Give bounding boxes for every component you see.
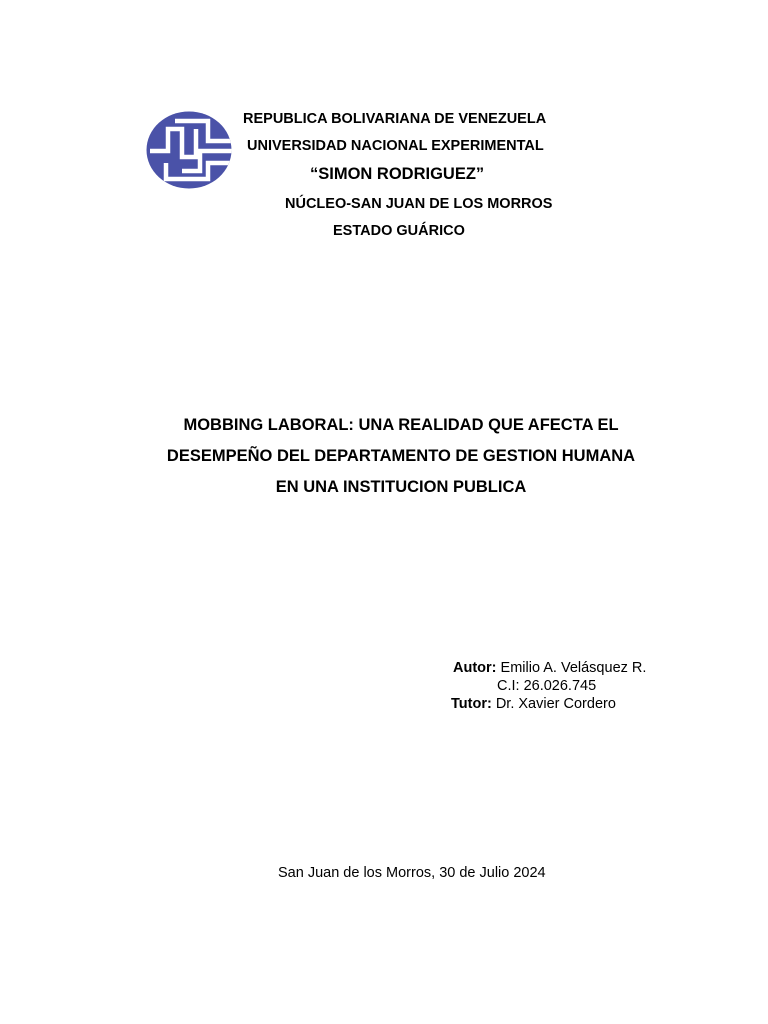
author-line <box>453 660 646 676</box>
title-line-2: DESEMPEÑO DEL DEPARTAMENTO DE GESTION HUMANA <box>166 447 636 465</box>
tutor-name: Dr. Xavier Cordero <box>491 696 616 712</box>
header-university: UNIVERSIDAD NACIONAL EXPERIMENTAL <box>247 138 544 154</box>
author-name: Emilio A. Velásquez R. <box>496 660 647 676</box>
title-line-3: EN UNA INSTITUCION PUBLICA <box>275 478 527 496</box>
header-campus: NÚCLEO-SAN JUAN DE LOS MORROS <box>285 196 553 212</box>
tutor-label: Tutor: <box>451 696 492 712</box>
title-line-1: MOBBING LABORAL: UNA REALIDAD QUE AFECTA EL <box>183 416 619 434</box>
university-logo <box>146 111 232 189</box>
header-university-name: “SIMON RODRIGUEZ” <box>310 165 485 183</box>
author-ci: C.I: 26.026.745 <box>497 678 597 694</box>
place-date: San Juan de los Morros, 30 de Julio 2024 <box>278 865 546 881</box>
tutor-line <box>451 696 616 712</box>
author-label: Autor: <box>453 660 497 676</box>
header-republic: REPUBLICA BOLIVARIANA DE VENEZUELA <box>243 111 547 127</box>
document-title <box>100 410 702 503</box>
header-state: ESTADO GUÁRICO <box>333 223 465 239</box>
